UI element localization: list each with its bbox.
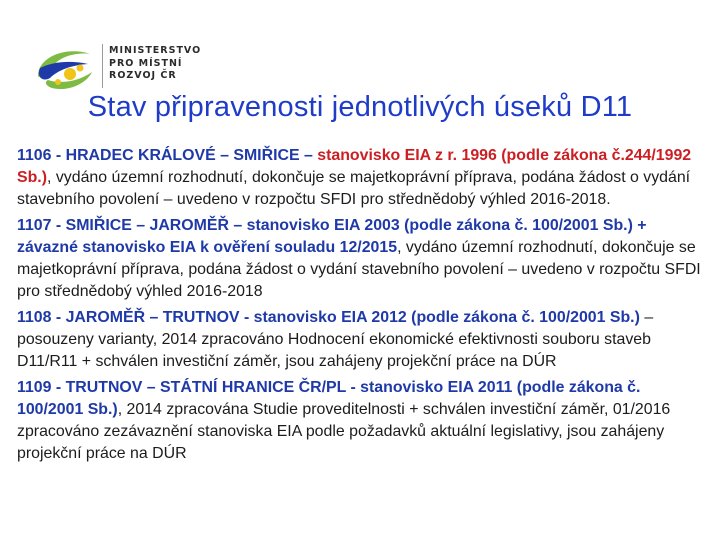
section-eia-highlight: stanovisko EIA z r. 1996 (podle zákona č.244/1992 Sb.) [17,147,692,186]
section-heading: 1107 - SMIŘICE – JAROMĚŘ – stanovisko EIA 2003 (podle zákona č. 100/2001 Sb.) + závazné stanovisko EIA k ověření souladu 12/2015 [17,217,647,256]
ministry-line-3: ROZVOJ ČR [109,70,177,81]
ministry-line-2: PRO MÍSTNÍ [109,57,183,69]
page-title: Stav připravenosti jednotlivých úseků D11 [87,91,633,123]
section-text: , 2014 zpracována Studie proveditelnosti + schválen investiční záměr, 01/2016 zpracováno zezávaznění stanoviska EIA podle požadavků aktuální legislativy, jsou zahájeny projekční práce na DÚR [17,401,671,462]
sections-list [17,145,711,469]
section-1107 [17,215,711,303]
section-text: – posouzeny varianty, 2014 zpracováno Hodnocení ekonomické efektivnosti souboru staveb D11/R11 + schválen investiční záměr, jsou zahájeny projekční práce na DÚR [17,309,654,370]
logo-divider [102,44,103,88]
section-text: , vydáno územní rozhodnutí, dokončuje se majetkoprávní příprava, podána žádost o vydání stavebního povolení – uvedeno v rozpočtu SFDI pro střednědobý výhled 2016-2018. [17,169,691,208]
section-1106 [17,145,711,211]
ministry-line-1: MINISTERSTVO [109,45,202,56]
section-heading: 1108 - JAROMĚŘ – TRUTNOV - stanovisko EIA 2012 (podle zákona č. 100/2001 Sb.) [17,309,640,326]
ministry-name [109,45,201,83]
section-heading: 1106 - HRADEC KRÁLOVÉ – SMIŘICE – [17,147,318,164]
section-text: , vydáno územní rozhodnutí, dokončuje se majetkoprávní příprava, podána žádost o vydání stavebního povolení – uvedeno v rozpočtu SFDI pro střednědobý výhled 2016-2018 [17,239,701,300]
section-heading: 1109 - TRUTNOV – STÁTNÍ HRANICE ČR/PL - stanovisko EIA 2011 (podle zákona č. 100/2001 Sb.) [17,379,641,418]
section-1109 [17,377,711,465]
section-1108 [17,307,711,373]
